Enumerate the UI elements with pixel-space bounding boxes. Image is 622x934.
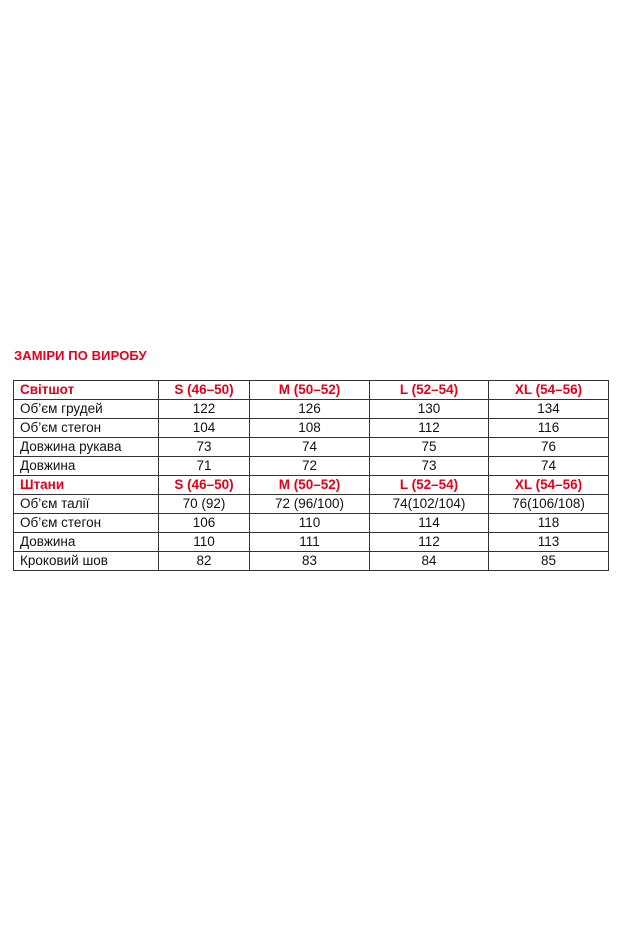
table-cell: 111 (250, 533, 370, 552)
table-row (14, 457, 609, 476)
size-header: L (52–54) (370, 476, 489, 495)
table-cell: 106 (159, 514, 250, 533)
page-title: ЗАМІРИ ПО ВИРОБУ (14, 348, 147, 363)
table-cell: 113 (489, 533, 609, 552)
table-cell: 73 (370, 457, 489, 476)
table-cell: 76(106/108) (489, 495, 609, 514)
row-label: Кроковий шов (14, 552, 159, 571)
row-label: Довжина (14, 533, 159, 552)
table-cell: 76 (489, 438, 609, 457)
table-cell: 74(102/104) (370, 495, 489, 514)
table-cell: 118 (489, 514, 609, 533)
table-row (14, 495, 609, 514)
row-label: Довжина рукава (14, 438, 159, 457)
table-cell: 83 (250, 552, 370, 571)
size-header: XL (54–56) (489, 381, 609, 400)
size-header: S (46–50) (159, 476, 250, 495)
table-row (14, 514, 609, 533)
table-cell: 130 (370, 400, 489, 419)
section-header-pants (14, 476, 609, 495)
row-label: Довжина (14, 457, 159, 476)
table-cell: 104 (159, 419, 250, 438)
table-cell: 134 (489, 400, 609, 419)
section-name: Штани (14, 476, 159, 495)
size-header: S (46–50) (159, 381, 250, 400)
row-label: Об’єм стегон (14, 514, 159, 533)
row-label: Об’єм грудей (14, 400, 159, 419)
table-cell: 112 (370, 419, 489, 438)
size-table (13, 380, 609, 571)
table-row (14, 533, 609, 552)
table-cell: 74 (250, 438, 370, 457)
table-cell: 73 (159, 438, 250, 457)
table-cell: 114 (370, 514, 489, 533)
table-cell: 72 (96/100) (250, 495, 370, 514)
table-row (14, 419, 609, 438)
table-cell: 82 (159, 552, 250, 571)
table-row (14, 552, 609, 571)
table-cell: 74 (489, 457, 609, 476)
row-label: Об’єм стегон (14, 419, 159, 438)
table-cell: 110 (250, 514, 370, 533)
table-cell: 110 (159, 533, 250, 552)
table-row (14, 438, 609, 457)
size-header: M (50–52) (250, 381, 370, 400)
table-cell: 112 (370, 533, 489, 552)
table-cell: 71 (159, 457, 250, 476)
table-cell: 116 (489, 419, 609, 438)
section-header-sweatshirt (14, 381, 609, 400)
table-cell: 70 (92) (159, 495, 250, 514)
row-label: Об’єм талії (14, 495, 159, 514)
section-name: Світшот (14, 381, 159, 400)
table-cell: 75 (370, 438, 489, 457)
table-cell: 84 (370, 552, 489, 571)
table-cell: 85 (489, 552, 609, 571)
table-cell: 108 (250, 419, 370, 438)
table-cell: 72 (250, 457, 370, 476)
size-header: M (50–52) (250, 476, 370, 495)
size-header: XL (54–56) (489, 476, 609, 495)
table-cell: 122 (159, 400, 250, 419)
table-row (14, 400, 609, 419)
table-cell: 126 (250, 400, 370, 419)
size-header: L (52–54) (370, 381, 489, 400)
